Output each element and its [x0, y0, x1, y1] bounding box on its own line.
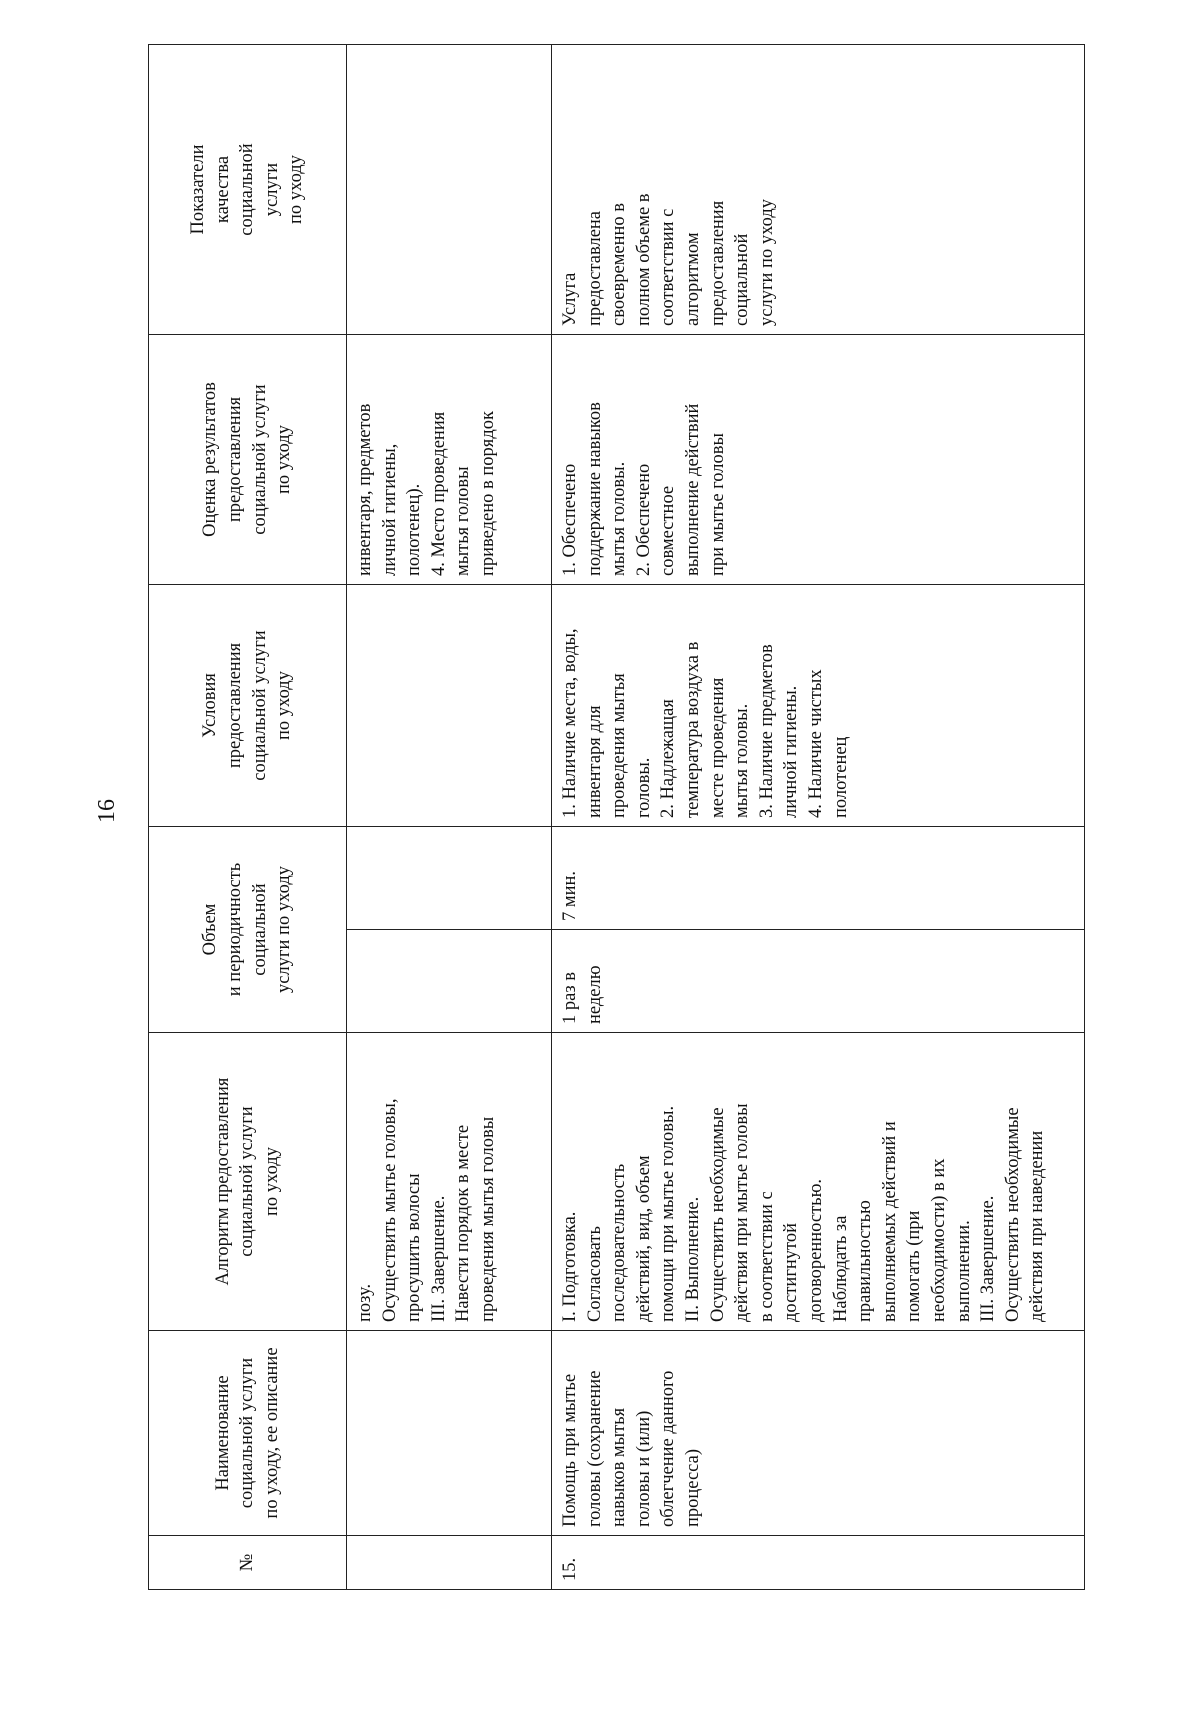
cell-quality: Услуга предоставлена своевременно в полном объеме в соответствии с алгоритмом предоставления социальной услуги по уходу [552, 45, 1085, 335]
cell-evaluation: 1. Обеспечено поддержание навыков мытья головы. 2. Обеспечено совместное выполнение действий при мытье головы [552, 335, 1085, 585]
page-number: 16 [94, 799, 120, 823]
services-table-rotated [148, 45, 1073, 1590]
cell-frequency [347, 930, 552, 1033]
cell-name [347, 1331, 552, 1536]
cell-num [347, 1536, 552, 1590]
header-volume: Объем и периодичность социальной услуги по уходу [149, 827, 347, 1033]
header-evaluation: Оценка результатов предоставления социальной услуги по уходу [149, 335, 347, 585]
cell-num: 15. [552, 1536, 1085, 1590]
header-row [149, 45, 347, 1590]
header-num: № [149, 1536, 347, 1590]
cell-algorithm: I. Подготовка. Согласовать последовательность действий, вид, объем помощи при мытье головы. II. Выполнение. Осуществить необходимые действия при мытье головы в соответствии с достигнутой договоренностью. Наблюдать за правильностью выполняемых действий и помогать (при необходимости) в их выполнении. III. Завершение. Осуществить необходимые действия при наведении [552, 1033, 1085, 1331]
cell-conditions [347, 585, 552, 827]
cell-name: Помощь при мытье головы (сохранение навыков мытья головы и (или) облегчение данного процесса) [552, 1331, 1085, 1536]
header-conditions: Условия предоставления социальной услуги по уходу [149, 585, 347, 827]
cell-quality [347, 45, 552, 335]
cell-frequency: 1 раз в неделю [552, 930, 1085, 1033]
cell-time: 7 мин. [552, 827, 1085, 930]
table-row-15 [552, 45, 1085, 1590]
cell-algorithm: позу. Осуществить мытье головы, просушить волосы III. Завершение. Навести порядок в месте проведения мытья головы [347, 1033, 552, 1331]
table-row-continuation [347, 45, 552, 1590]
services-table [148, 44, 1085, 1590]
header-name: Наименование социальной услуги по уходу, ее описание [149, 1331, 347, 1536]
cell-conditions: 1. Наличие места, воды, инвентаря для проведения мытья головы. 2. Надлежащая температура воздуха в месте проведения мытья головы. 3. Наличие предметов личной гигиены. 4. Наличие чистых полотенец [552, 585, 1085, 827]
header-algorithm: Алгоритм предоставления социальной услуги по уходу [149, 1033, 347, 1331]
cell-evaluation: инвентаря, предметов личной гигиены, полотенец). 4. Место проведения мытья головы приведено в порядок [347, 335, 552, 585]
header-quality: Показатели качества социальной услуги по уходу [149, 45, 347, 335]
cell-time [347, 827, 552, 930]
